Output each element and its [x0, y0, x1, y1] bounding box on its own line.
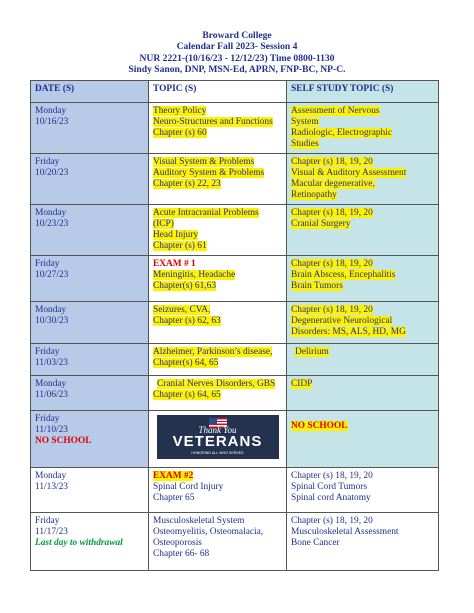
- study-cell: [287, 205, 439, 256]
- column-header-date: DATE (S): [31, 81, 149, 103]
- calendar-table: [30, 80, 439, 571]
- study-cell: [287, 376, 439, 411]
- date-cell: [31, 411, 149, 468]
- date-label: 10/20/23: [35, 168, 69, 178]
- instructor-name: Sindy Sanon, DNP, MSN-Ed, APRN, FNP-BC, NP-C.: [128, 64, 346, 76]
- topic-cell: [149, 468, 287, 513]
- day-label: Monday: [35, 379, 67, 389]
- day-label: Monday: [35, 305, 67, 315]
- topic-cell: [149, 256, 287, 302]
- study-line: Assessment of Nervous: [291, 106, 380, 116]
- exam-label: EXAM # 1: [153, 259, 196, 269]
- date-cell: [31, 103, 149, 154]
- table-row: [31, 411, 439, 468]
- topic-line: Chapter 65: [153, 493, 195, 503]
- table-row: [31, 256, 439, 302]
- topic-line: Musculoskeletal System: [153, 516, 245, 526]
- study-line: System: [291, 117, 319, 127]
- study-cell: [287, 513, 439, 571]
- banner-veterans: VETERANS: [172, 433, 263, 450]
- study-cell: [287, 468, 439, 513]
- topic-line: Acute Intracranial Problems: [153, 208, 259, 218]
- date-label: 10/16/23: [35, 117, 69, 127]
- study-line: Spinal Cord Tumors: [291, 482, 368, 492]
- day-label: Monday: [35, 471, 67, 481]
- topic-line: Chapter 66- 68: [153, 549, 210, 559]
- date-cell: [31, 468, 149, 513]
- date-cell: [31, 513, 149, 571]
- study-cell: [287, 103, 439, 154]
- study-cell: [287, 256, 439, 302]
- topic-cell: [149, 411, 287, 468]
- study-line: Cranial Surgery: [291, 219, 351, 229]
- topic-line: Alzheimer, Parkinson’s disease,: [153, 347, 273, 357]
- study-cell: [287, 154, 439, 205]
- topic-line: Auditory System & Problems: [153, 168, 265, 178]
- date-cell: [31, 256, 149, 302]
- topic-cell: [149, 344, 287, 376]
- study-line: Studies: [291, 139, 319, 149]
- table-row: [31, 302, 439, 344]
- banner-thank-you: Thank You: [198, 425, 237, 435]
- topic-cell: [149, 302, 287, 344]
- topic-line: (ICP): [153, 219, 174, 229]
- study-line: Macular degenerative,: [291, 179, 375, 189]
- study-line: Visual & Auditory Assessment: [291, 168, 407, 178]
- topic-line: Cranial Nerves Disorders, GBS: [157, 379, 276, 389]
- date-label: 10/27/23: [35, 270, 69, 280]
- topic-line: Head Injury: [153, 230, 199, 240]
- topic-line: Chapter(s) 64, 65: [153, 358, 219, 368]
- date-cell: [31, 344, 149, 376]
- study-line: Degenerative Neurological: [291, 316, 393, 326]
- table-row: [31, 154, 439, 205]
- course-info: NUR 2221-(10/16/23 - 12/12/23) Time 0800-1130: [139, 52, 335, 64]
- topic-line: Osteomyelitis, Osteomalacia,: [153, 527, 264, 537]
- study-line: Chapter (s) 18, 19, 20: [291, 516, 373, 526]
- study-line: Brain Tumors: [291, 281, 343, 291]
- study-line: Retinopathy: [291, 190, 337, 200]
- table-row: [31, 468, 439, 513]
- study-line: Spinal cord Anatomy: [291, 493, 371, 503]
- banner-subtitle: HONORING ALL WHO SERVED: [191, 451, 244, 455]
- topic-line: Meningitis, Headache: [153, 270, 236, 280]
- topic-line: Neuro-Structures and Functions: [153, 117, 273, 127]
- date-label: 11/10/23: [35, 425, 68, 435]
- topic-line: Seizures, CVA,: [153, 305, 211, 315]
- table-row: [31, 103, 439, 154]
- withdrawal-note: Last day to withdrawal: [35, 538, 123, 548]
- study-line: Chapter (s) 18, 19, 20: [291, 259, 373, 269]
- date-cell: [31, 154, 149, 205]
- day-label: Monday: [35, 208, 67, 218]
- date-cell: [31, 376, 149, 411]
- date-label: 10/23/23: [35, 219, 69, 229]
- topic-line: Chapter (s) 61: [153, 241, 207, 251]
- topic-line: Spinal Cord Injury: [153, 482, 224, 492]
- day-label: Friday: [35, 414, 60, 424]
- day-label: Monday: [35, 106, 67, 116]
- study-line: Bone Cancer: [291, 538, 340, 548]
- day-label: Friday: [35, 259, 60, 269]
- topic-line: Visual System & Problems: [153, 157, 255, 167]
- study-cell: [287, 302, 439, 344]
- study-line: Musculoskeletal Assessment: [291, 527, 399, 537]
- study-line: Radiologic, Electrographic: [291, 128, 393, 138]
- column-header-self-study: SELF STUDY TOPIC (S): [287, 81, 439, 103]
- topic-line: Chapter(s) 61,63: [153, 281, 217, 291]
- topic-cell: [149, 154, 287, 205]
- topic-cell: [149, 205, 287, 256]
- topic-cell: [149, 513, 287, 571]
- table-row: [31, 344, 439, 376]
- date-cell: [31, 205, 149, 256]
- table-row: [31, 513, 439, 571]
- day-label: Friday: [35, 516, 60, 526]
- exam-label: EXAM #2: [153, 471, 194, 481]
- study-line: Brain Abscess, Encephalitis: [291, 270, 396, 280]
- date-label: 11/13/23: [35, 482, 68, 492]
- veterans-day-banner: [157, 415, 279, 459]
- college-name: Broward College: [202, 30, 272, 41]
- topic-cell: [149, 103, 287, 154]
- date-label: 11/17/23: [35, 527, 68, 537]
- study-cell: [287, 344, 439, 376]
- topic-line: Theory Policy: [153, 106, 207, 116]
- study-line: CIDP: [291, 379, 313, 389]
- day-label: Friday: [35, 347, 60, 357]
- document-header: [0, 30, 474, 76]
- date-label: 11/03/23: [35, 358, 68, 368]
- topic-line: Chapter (s) 60: [153, 128, 207, 138]
- topic-cell: [149, 376, 287, 411]
- date-label: 11/06/23: [35, 390, 68, 400]
- table-header-row: [31, 81, 439, 103]
- topic-line: Chapter (s) 22, 23: [153, 179, 221, 189]
- study-line: Chapter (s) 18, 19, 20: [291, 157, 373, 167]
- study-line: Chapter (s) 18, 19, 20: [291, 471, 373, 481]
- study-no-school: NO SCHOOL: [291, 421, 348, 431]
- topic-line: Osteoporosis: [153, 538, 202, 548]
- study-line: Chapter (s) 18, 19, 20: [291, 208, 373, 218]
- study-line: Delirium: [295, 347, 329, 357]
- topic-line: Chapter (s) 62, 63: [153, 316, 221, 326]
- calendar-title: Calendar Fall 2023- Session 4: [176, 41, 298, 53]
- date-label: 10/30/23: [35, 316, 69, 326]
- study-cell: [287, 411, 439, 468]
- topic-line: Chapter (s) 64, 65: [153, 390, 221, 400]
- study-line: Chapter (s) 18, 19, 20: [291, 305, 373, 315]
- column-header-topic: TOPIC (S): [149, 81, 287, 103]
- table-row: [31, 376, 439, 411]
- day-label: Friday: [35, 157, 60, 167]
- no-school-note: NO SCHOOL: [35, 436, 92, 446]
- study-line: Disorders: MS, ALS, HD, MG: [291, 327, 406, 337]
- date-cell: [31, 302, 149, 344]
- table-row: [31, 205, 439, 256]
